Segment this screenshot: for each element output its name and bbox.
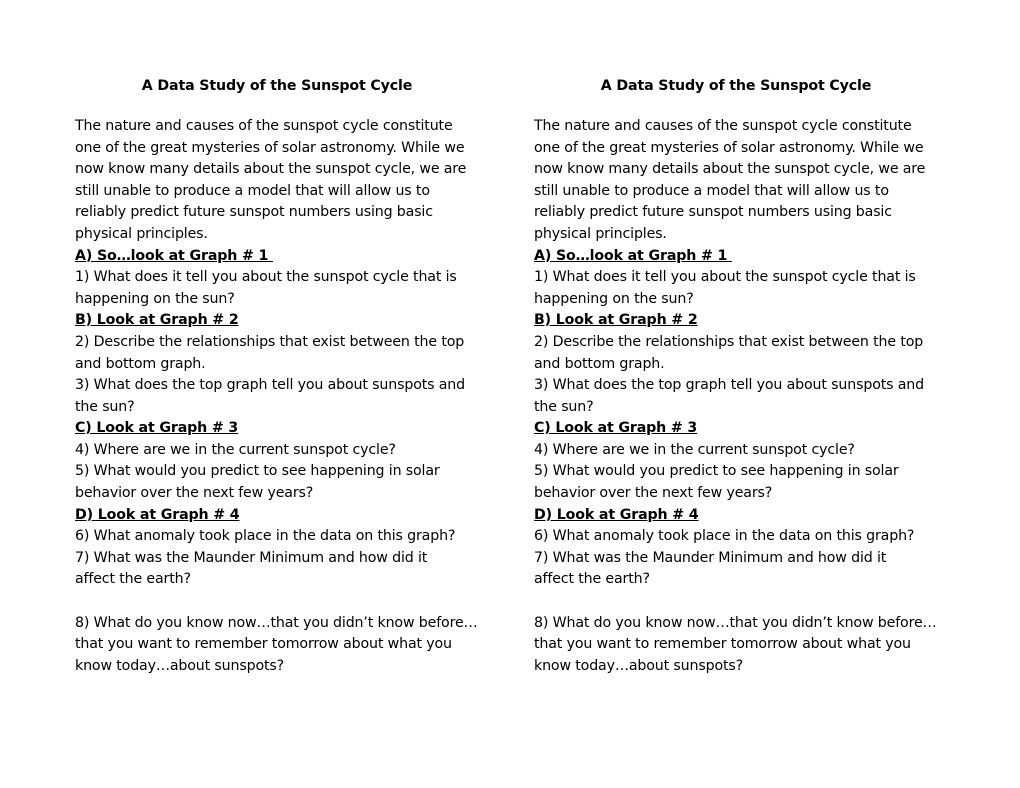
question-line: know today…about sunspots? (75, 657, 285, 674)
question-line: 3) What does the top graph tell you about sunspots and (75, 377, 465, 394)
closing-question (75, 613, 495, 678)
question-line: know today…about sunspots? (534, 657, 744, 674)
question-line: 3) What does the top graph tell you about sunspots and (534, 377, 924, 394)
question-line: 6) What anomaly took place in the data on this graph? (75, 528, 456, 545)
section-heading-b: B) Look at Graph # 2 (534, 312, 698, 329)
intro-line: physical principles. (75, 225, 208, 242)
intro-line: still unable to produce a model that will allow us to (534, 182, 889, 199)
intro-line: now know many details about the sunspot cycle, we are (75, 161, 467, 178)
section-d (75, 505, 495, 591)
worksheet-column-left (75, 76, 495, 677)
question-line: 4) Where are we in the current sunspot cycle? (75, 441, 396, 458)
page-title: A Data Study of the Sunspot Cycle (141, 78, 413, 94)
section-heading-a: A) So…look at Graph # 1 (534, 247, 733, 264)
intro-paragraph (534, 116, 954, 246)
section-heading-c: C) Look at Graph # 3 (534, 420, 698, 437)
worksheet-column-right (534, 76, 954, 677)
question-line: 5) What would you predict to see happening in solar (75, 463, 440, 480)
question-line: 7) What was the Maunder Minimum and how did it (534, 549, 887, 566)
section-heading-c: C) Look at Graph # 3 (75, 420, 239, 437)
question-line: 8) What do you know now…that you didn’t know before… (534, 614, 937, 631)
question-line: 4) Where are we in the current sunspot cycle? (534, 441, 855, 458)
question-line: 6) What anomaly took place in the data on this graph? (534, 528, 915, 545)
question-line: and bottom graph. (534, 355, 665, 372)
question-line: that you want to remember tomorrow about what you (75, 636, 452, 653)
intro-paragraph (75, 116, 495, 246)
section-b (75, 310, 495, 418)
intro-line: physical principles. (534, 225, 667, 242)
intro-line: The nature and causes of the sunspot cycle constitute (534, 117, 912, 134)
question-line: 5) What would you predict to see happening in solar (534, 463, 899, 480)
question-line: behavior over the next few years? (534, 485, 773, 502)
section-b (534, 310, 954, 418)
question-line: happening on the sun? (534, 290, 694, 307)
intro-line: reliably predict future sunspot numbers using basic (534, 204, 892, 221)
question-line: 1) What does it tell you about the sunspot cycle that is (75, 269, 457, 286)
question-line: 2) Describe the relationships that exist between the top (75, 333, 465, 350)
page-title: A Data Study of the Sunspot Cycle (600, 78, 872, 94)
question-line: happening on the sun? (75, 290, 235, 307)
section-a (534, 246, 954, 311)
closing-question (534, 613, 954, 678)
section-c (75, 418, 495, 504)
section-heading-d: D) Look at Graph # 4 (75, 506, 240, 523)
intro-line: still unable to produce a model that will allow us to (75, 182, 430, 199)
section-heading-b: B) Look at Graph # 2 (75, 312, 239, 329)
question-line: 8) What do you know now…that you didn’t know before… (75, 614, 478, 631)
question-line: that you want to remember tomorrow about what you (534, 636, 911, 653)
question-line: behavior over the next few years? (75, 485, 314, 502)
intro-line: one of the great mysteries of solar astronomy. While we (75, 139, 465, 156)
section-heading-a: A) So…look at Graph # 1 (75, 247, 274, 264)
intro-line: The nature and causes of the sunspot cycle constitute (75, 117, 453, 134)
blank-line (75, 591, 495, 613)
question-line: affect the earth? (75, 571, 191, 588)
question-line: affect the earth? (534, 571, 650, 588)
intro-line: reliably predict future sunspot numbers using basic (75, 204, 433, 221)
question-line: 1) What does it tell you about the sunspot cycle that is (534, 269, 916, 286)
question-line: and bottom graph. (75, 355, 206, 372)
section-heading-d: D) Look at Graph # 4 (534, 506, 699, 523)
question-line: the sun? (75, 398, 135, 415)
section-a (75, 246, 495, 311)
section-c (534, 418, 954, 504)
section-d (534, 505, 954, 591)
intro-line: one of the great mysteries of solar astronomy. While we (534, 139, 924, 156)
question-line: 7) What was the Maunder Minimum and how did it (75, 549, 428, 566)
question-line: the sun? (534, 398, 594, 415)
blank-line (534, 591, 954, 613)
intro-line: now know many details about the sunspot cycle, we are (534, 161, 926, 178)
question-line: 2) Describe the relationships that exist between the top (534, 333, 924, 350)
